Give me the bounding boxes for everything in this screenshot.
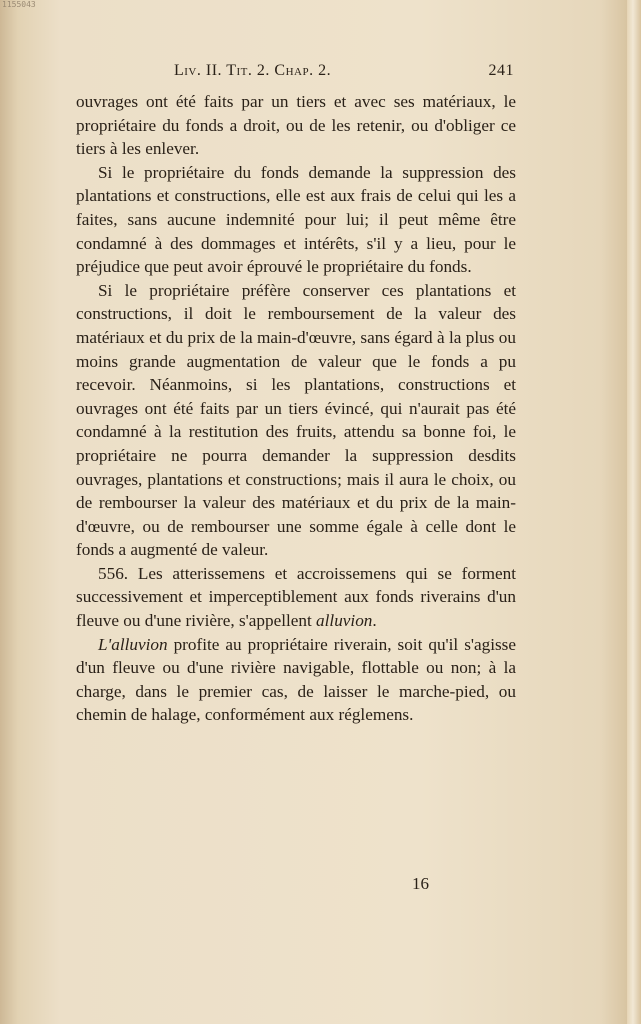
body-text	[76, 90, 516, 727]
running-header	[76, 62, 516, 84]
paragraph-2: Si le propriétaire du fonds demande la suppression des plantations et constructions, elle est aux frais de celui qui les a faites, sans aucune indemnité pour lui; il peut même être condamné à des dommages et intérêts, s'il y a lieu, pour le préjudice que peut avoir éprouvé le propriétaire du fonds.	[76, 162, 516, 277]
signature-mark: 16	[412, 874, 429, 893]
running-title: Liv. II. Tit. 2. Chap. 2.	[174, 62, 332, 79]
page-edge	[627, 0, 641, 1024]
paragraph-3: Si le propriétaire préfère conserver ces plantations et constructions, il doit le remboursement de la valeur des matériaux et du prix de la main-d'œuvre, sans égard à la plus ou moins grande augmentation de valeur que le fonds a pu recevoir. Néanmoins, si les plantations, constructions et ouvrages ont été faits par un tiers évincé, qui n'aurait pas été condamné à la restitution des fruits, attendu sa bonne foi, le propriétaire ne pourra demander la suppression desdits ouvrages, plantations et constructions; mais il aura le choix, ou de rembourser la valeur des matériaux et du prix de la main-d'œuvre, ou de rembourser une somme égale à celle dont le fonds a augmenté de valeur.	[76, 280, 516, 560]
corner-stamp: 1155043	[2, 0, 36, 9]
article-556-text: 556. Les atterissemens et accroissemens qui se forment successivement et imperceptiblement aux fonds riverains d'un fleuve ou d'une rivière, s'appellent	[76, 563, 516, 631]
alluvion-term: alluvion	[316, 611, 373, 631]
paragraph-5	[76, 633, 516, 727]
page-number: 241	[488, 62, 514, 79]
paragraph-1: ouvrages ont été faits par un tiers et avec ses matériaux, le propriétaire du fonds a droit, ou de les retenir, ou d'obliger ce tiers à les enlever.	[76, 92, 516, 159]
alluvion-rule-text: profite au propriétaire riverain, soit qu'il s'agisse d'un fleuve ou d'une rivière navigable, flottable ou non; à la charge, dans le premier cas, de laisser le marche-pied, ou chemin de halage, conformément aux réglemens.	[76, 634, 516, 725]
article-556-end: .	[372, 611, 377, 631]
alluvion-subject: L'alluvion	[98, 634, 168, 654]
paragraph-4	[76, 562, 516, 633]
